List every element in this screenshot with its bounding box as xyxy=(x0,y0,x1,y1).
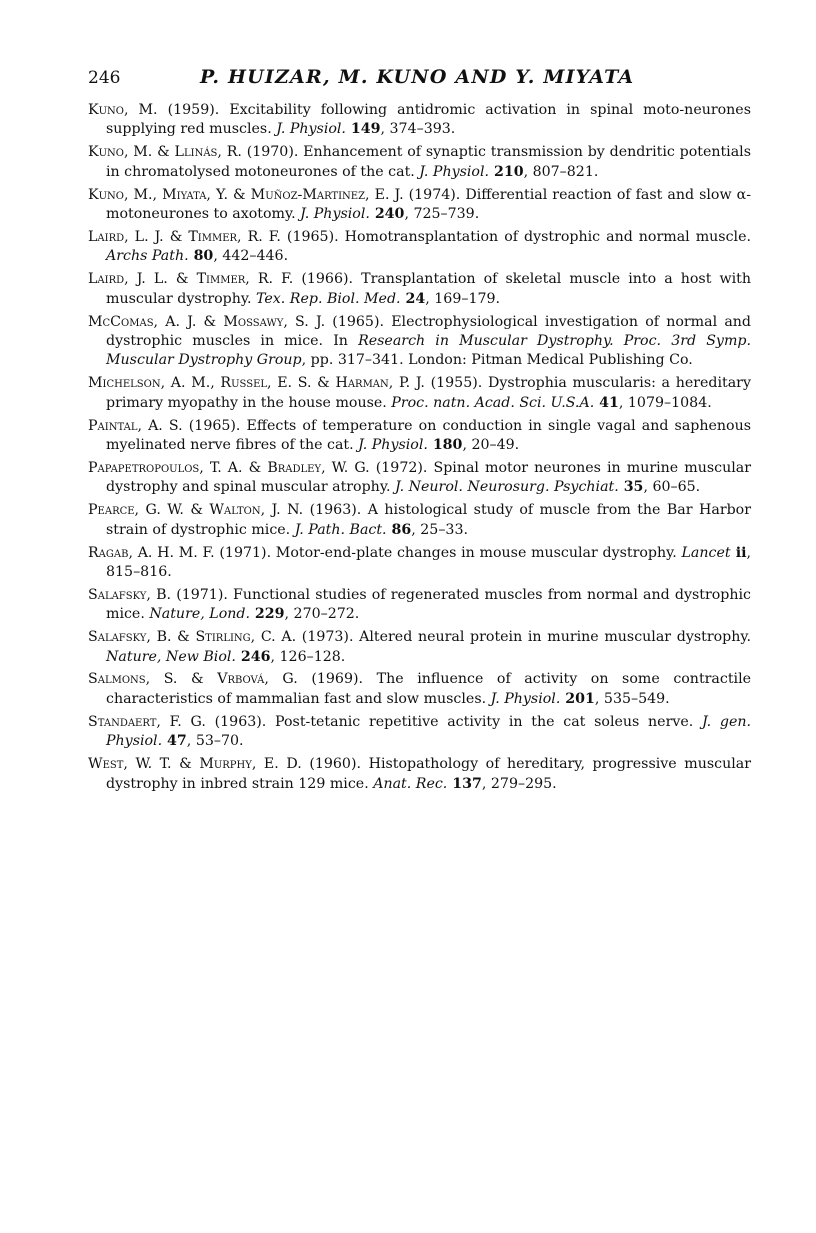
reference-text: (1974). Differential reaction of fast and slow α-motoneurones to axotomy. xyxy=(106,186,751,223)
reference-text: (1972). Spinal motor neurones in murine muscular dystrophy and spinal muscular atrophy. xyxy=(106,459,751,496)
reference-volume: 149 xyxy=(345,121,381,138)
reference-text: (1969). The influence of activity on some contractile characteristics of mammalian fast and slow muscles. xyxy=(106,671,752,707)
reference-authors: Salafsky, B. xyxy=(88,586,172,603)
reference-text: (1959). Excitability following antidromic activation in spinal moto-neurones supplying red muscles. xyxy=(106,102,751,138)
reference-authors: Paintal, A. S. xyxy=(88,417,183,434)
reference-authors: Kuno, M., Miyata, Y. & Muñoz-Martinez, E. J. xyxy=(88,186,404,203)
reference-pages: , 535–549. xyxy=(594,690,670,707)
reference-journal: J. Physiol. xyxy=(419,163,490,180)
reference-entry xyxy=(88,459,751,498)
reference-entry xyxy=(88,713,751,752)
reference-pages: , 442–446. xyxy=(213,248,289,265)
reference-text: (1970). Enhancement of synaptic transmission by dendritic potentials in chromatolysed motoneurones of the cat. xyxy=(106,144,751,180)
reference-text: (1965). Effects of temperature on conduction in single vagal and saphenous myelinated nerve fibres of the cat. xyxy=(106,417,751,453)
reference-authors: Laird, L. J. & Timmer, R. F. xyxy=(88,228,281,245)
reference-volume: 47 xyxy=(162,733,187,750)
reference-authors: Standaert, F. G. xyxy=(88,713,206,730)
reference-volume: 246 xyxy=(235,648,271,665)
reference-pages: , 169–179. xyxy=(425,290,501,307)
reference-entry xyxy=(88,186,751,225)
reference-authors: Pearce, G. W. & Walton, J. N. xyxy=(88,502,304,519)
reference-entry xyxy=(88,228,751,267)
reference-pages: , 815–816. xyxy=(106,544,752,580)
reference-pages: , 25–33. xyxy=(411,521,468,538)
reference-text: (1963). A histological study of muscle from the Bar Harbor strain of dystrophic mice. xyxy=(106,502,752,538)
reference-volume: 35 xyxy=(618,479,644,496)
reference-journal: J. Neurol. Neurosurg. Psychiat. xyxy=(394,479,619,496)
reference-journal: Tex. Rep. Biol. Med. xyxy=(256,290,401,307)
reference-pages: , 374–393. xyxy=(380,121,456,138)
reference-volume: ii xyxy=(730,544,747,561)
reference-journal: J. Physiol. xyxy=(276,121,346,138)
reference-pages: , 20–49. xyxy=(462,437,520,453)
reference-pages: , 126–128. xyxy=(270,648,346,665)
reference-pages: , 725–739. xyxy=(404,206,480,223)
reference-authors: McComas, A. J. & Mossawy, S. J. xyxy=(88,313,326,330)
reference-text: (1971). Functional studies of regenerated muscles from normal and dystrophic mice. xyxy=(106,586,751,623)
reference-list xyxy=(88,101,751,797)
reference-journal: J. gen. Physiol. xyxy=(106,713,751,750)
reference-pages: , pp. 317–341. London: Pitman Medical Publishing Co. xyxy=(301,352,693,369)
reference-journal: J. Path. Bact. xyxy=(294,521,387,538)
reference-authors: Salmons, S. & Vrbová, G. xyxy=(88,671,298,688)
reference-entry xyxy=(88,417,751,456)
reference-entry xyxy=(88,755,751,794)
reference-text: (1965). Electrophysiological investigation of normal and dystrophic muscles in mice. In xyxy=(106,313,751,349)
reference-authors: Papapetropoulos, T. A. & Bradley, W. G. xyxy=(88,459,370,476)
reference-volume: 201 xyxy=(560,690,595,707)
reference-journal: Anat. Rec. xyxy=(373,775,448,792)
reference-text: (1973). Altered neural protein in murine muscular dystrophy. xyxy=(296,629,751,646)
reference-text: (1960). Histopathology of hereditary, progressive muscular dystrophy in inbred strain 129 mice. xyxy=(106,756,751,792)
reference-journal: Proc. natn. Acad. Sci. U.S.A. xyxy=(391,394,595,411)
reference-volume: 86 xyxy=(386,521,412,538)
reference-volume: 137 xyxy=(447,775,482,792)
reference-authors: West, W. T. & Murphy, E. D. xyxy=(88,756,302,773)
reference-authors: Ragab, A. H. M. F. xyxy=(88,544,215,561)
reference-text: (1965). Homotransplantation of dystrophic and normal muscle. xyxy=(280,228,751,245)
reference-volume: 240 xyxy=(369,206,405,223)
reference-entry xyxy=(88,270,751,309)
reference-text: (1955). Dystrophia muscularis: a hereditary primary myopathy in the house mouse. xyxy=(106,375,751,411)
reference-authors: Kuno, M. xyxy=(88,102,158,118)
page-number: 246 xyxy=(88,68,121,88)
reference-pages: , 279–295. xyxy=(481,775,557,792)
reference-volume: 41 xyxy=(594,394,619,411)
reference-journal: Nature, New Biol. xyxy=(106,648,236,665)
reference-entry xyxy=(88,313,751,371)
reference-pages: , 1079–1084. xyxy=(618,394,712,411)
reference-journal: J. Physiol. xyxy=(300,206,370,223)
page-header xyxy=(88,66,748,96)
reference-volume: 24 xyxy=(400,290,426,307)
reference-volume: 80 xyxy=(188,248,214,265)
reference-journal: J. Physiol. xyxy=(490,690,561,707)
reference-volume: 180 xyxy=(427,437,463,453)
running-title: P. HUIZAR, M. KUNO AND Y. MIYATA xyxy=(200,66,635,88)
reference-volume: 210 xyxy=(489,163,524,180)
reference-journal: Archs Path. xyxy=(106,248,189,265)
reference-pages: , 60–65. xyxy=(643,479,701,496)
reference-journal: Nature, Lond. xyxy=(149,606,250,623)
reference-text: (1966). Transplantation of skeletal muscle into a host with muscular dystrophy. xyxy=(106,271,751,307)
reference-pages: , 270–272. xyxy=(284,606,360,623)
reference-journal: Lancet xyxy=(681,544,731,561)
reference-entry xyxy=(88,501,751,540)
reference-volume: 229 xyxy=(249,606,285,623)
reference-entry xyxy=(88,670,751,709)
reference-entry xyxy=(88,628,751,667)
reference-journal: J. Physiol. xyxy=(358,437,428,453)
reference-entry xyxy=(88,374,751,413)
reference-pages: , 53–70. xyxy=(186,733,244,750)
reference-journal: Research in Muscular Dystrophy. Proc. 3rd Symp. Muscular Dystrophy Group xyxy=(106,332,751,369)
reference-authors: Salafsky, B. & Stirling, C. A. xyxy=(88,629,297,646)
reference-text: (1971). Motor-end-plate changes in mouse muscular dystrophy. xyxy=(214,544,682,561)
reference-pages: , 807–821. xyxy=(523,163,599,180)
reference-authors: Michelson, A. M., Russel, E. S. & Harman, P. J. xyxy=(88,375,425,392)
reference-authors: Kuno, M. & Llinás, R. xyxy=(88,144,242,161)
reference-authors: Laird, J. L. & Timmer, R. F. xyxy=(88,271,294,288)
reference-entry xyxy=(88,143,751,182)
reference-entry xyxy=(88,544,751,583)
reference-entry xyxy=(88,586,751,625)
reference-text: (1963). Post-tetanic repetitive activity in the cat soleus nerve. xyxy=(205,713,703,730)
reference-entry xyxy=(88,101,751,140)
